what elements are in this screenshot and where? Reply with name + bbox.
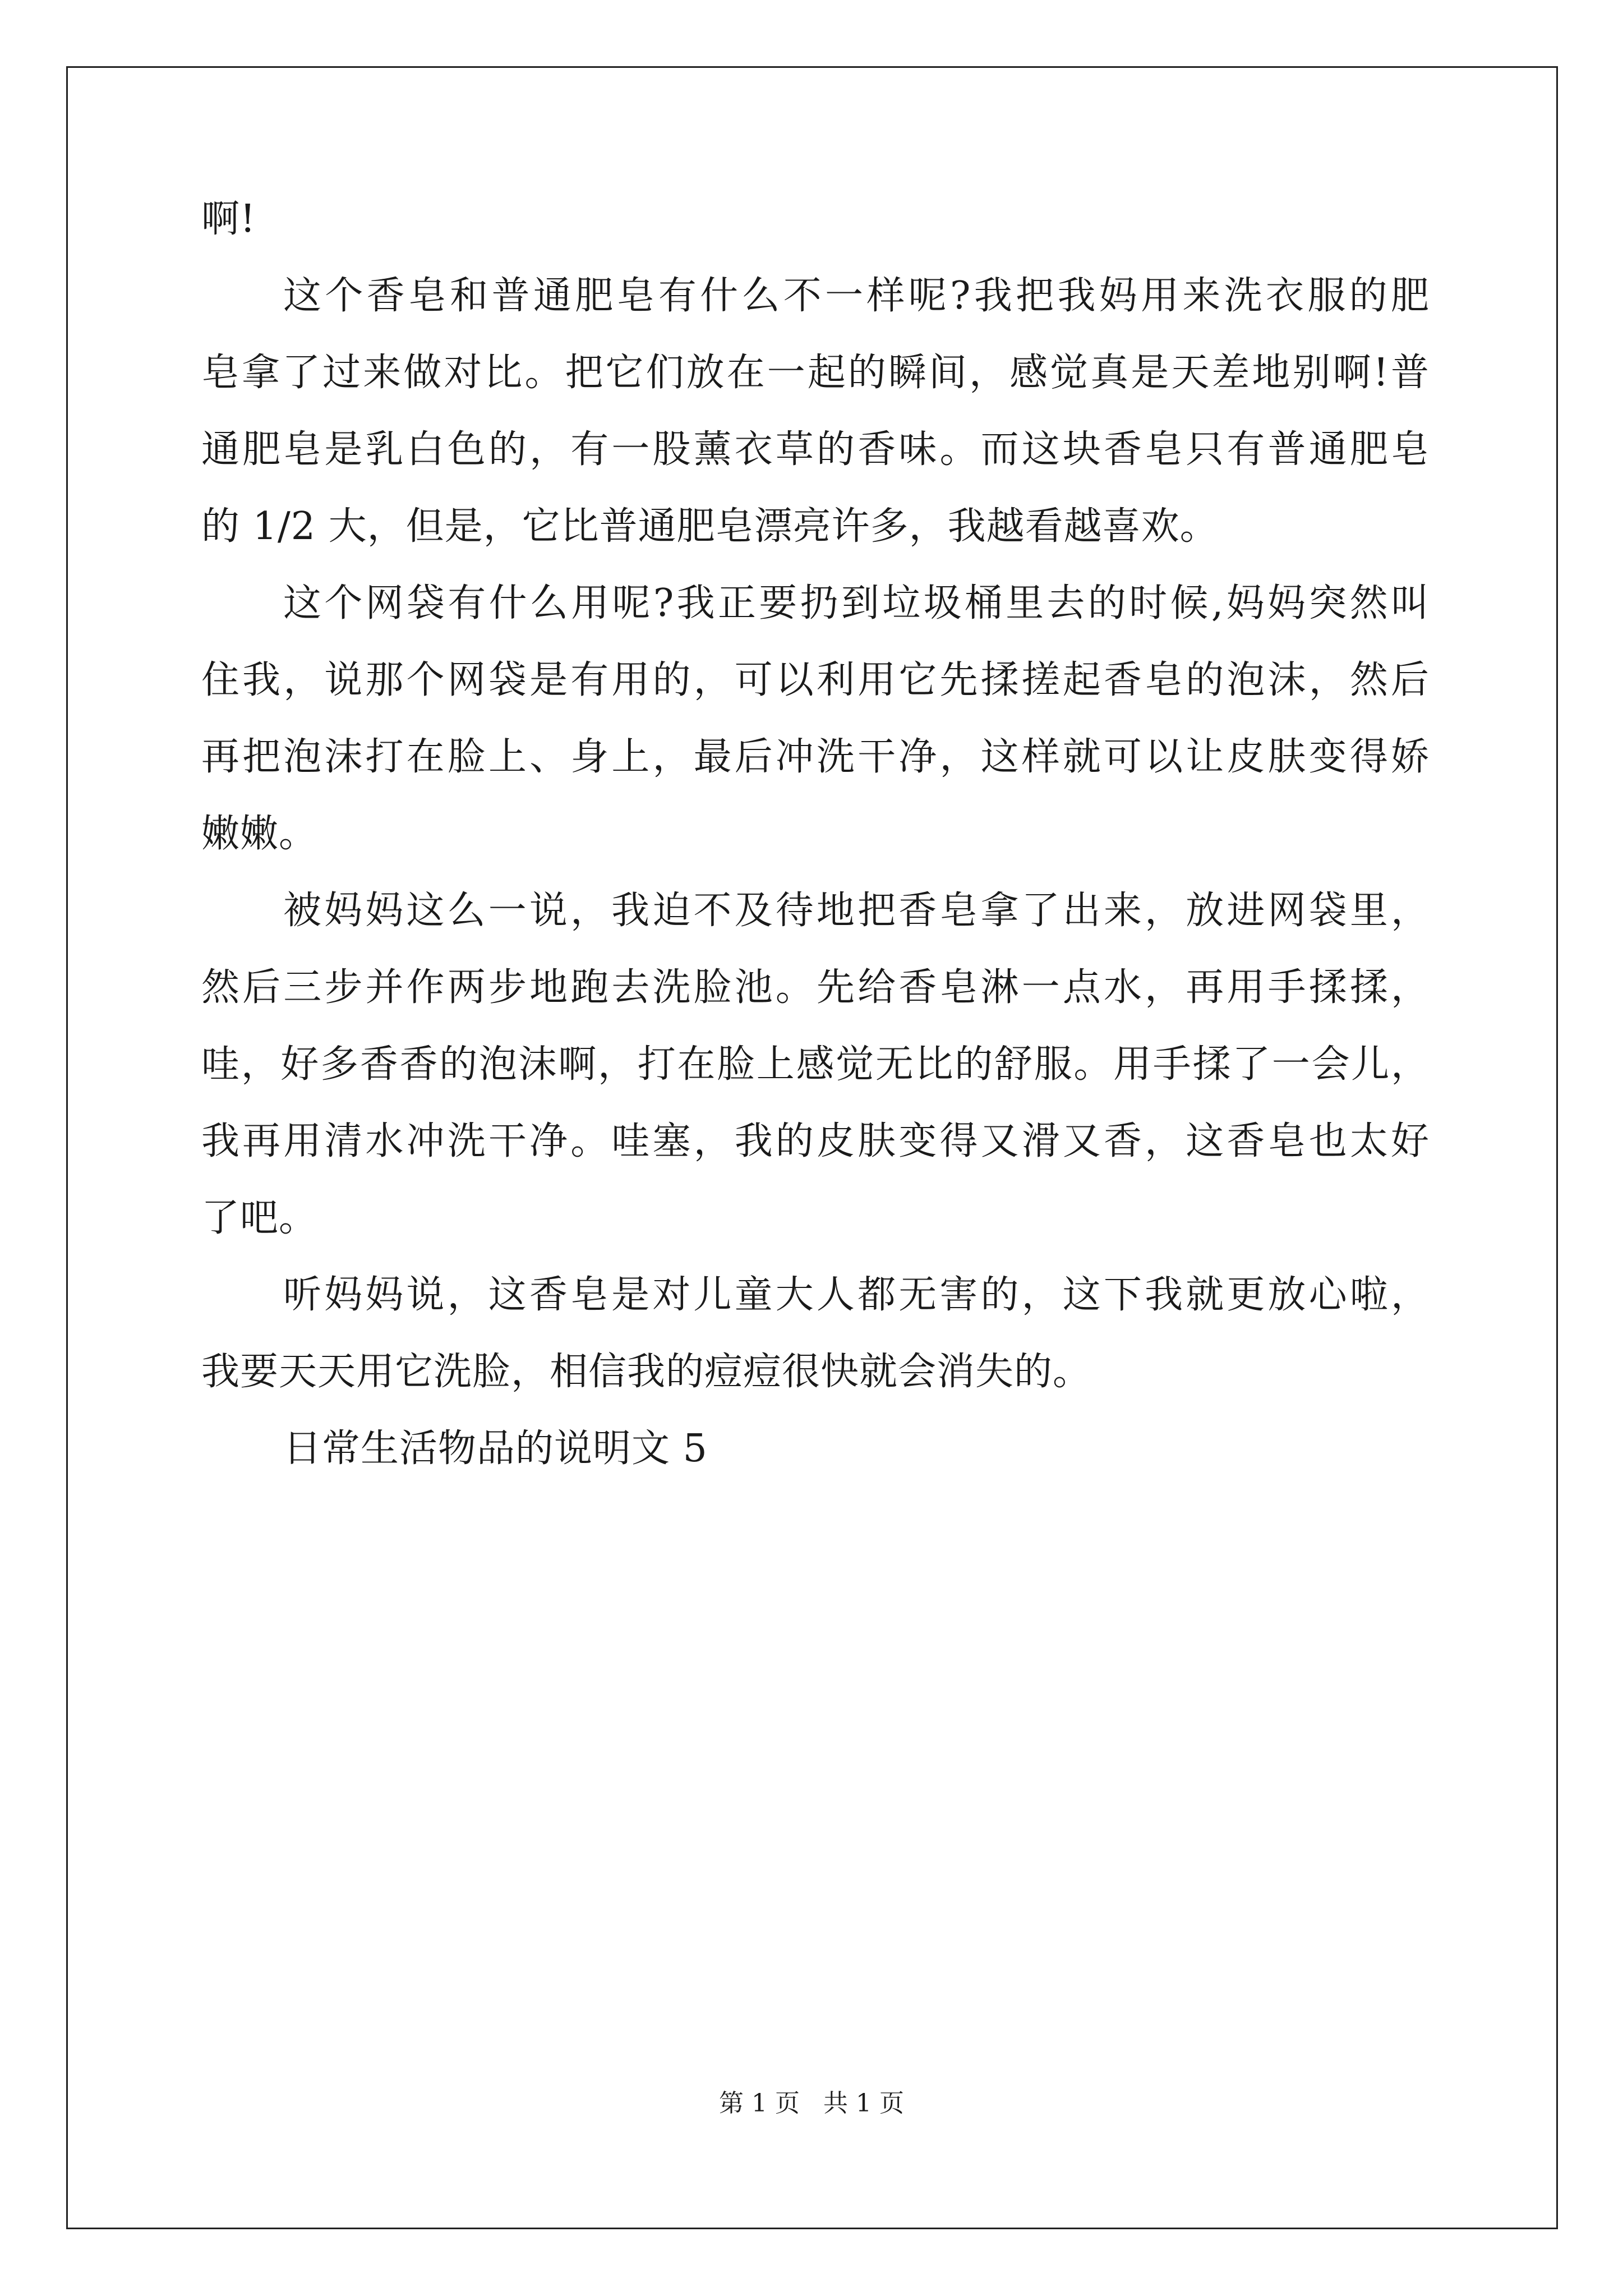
paragraph-line: 再把泡沫打在脸上、身上，最后冲洗干净，这样就可以让皮肤变得娇 xyxy=(201,735,1430,779)
paragraph-line: 我再用清水冲洗干净。哇塞，我的皮肤变得又滑又香，这香皂也太好 xyxy=(201,1119,1430,1163)
page-number-total: 共 1 页 xyxy=(823,2089,904,2118)
paragraph-line: 嫩嫩。 xyxy=(201,812,318,856)
paragraph-line: 然后三步并作两步地跑去洗脸池。先给香皂淋一点水，再用手揉揉， xyxy=(201,965,1430,1010)
paragraph-line: 被妈妈这么一说，我迫不及待地把香皂拿了出来，放进网袋里， xyxy=(283,889,1430,933)
paragraph-line: 住我，说那个网袋是有用的，可以利用它先揉搓起香皂的泡沫，然后 xyxy=(201,658,1430,702)
paragraph-line: 啊! xyxy=(201,197,256,241)
paragraph-line: 了吧。 xyxy=(201,1196,318,1240)
page-footer xyxy=(0,2087,1623,2120)
paragraph-line: 皂拿了过来做对比。把它们放在一起的瞬间，感觉真是天差地别啊!普 xyxy=(201,351,1430,395)
paragraph-line: 这个香皂和普通肥皂有什么不一样呢?我把我妈用来洗衣服的肥 xyxy=(283,274,1430,318)
paragraph-line: 听妈妈说，这香皂是对儿童大人都无害的，这下我就更放心啦， xyxy=(283,1273,1430,1317)
paragraph-line: 我要天天用它洗脸，相信我的痘痘很快就会消失的。 xyxy=(201,1350,1092,1394)
document-body xyxy=(201,181,1430,1487)
paragraph-line: 的 1/2 大，但是，它比普通肥皂漂亮许多，我越看越喜欢。 xyxy=(201,504,1219,549)
paragraph-line: 通肥皂是乳白色的，有一股薰衣草的香味。而这块香皂只有普通肥皂 xyxy=(201,427,1430,472)
page-number-current: 第 1 页 xyxy=(719,2089,800,2118)
paragraph-line: 哇，好多香香的泡沫啊，打在脸上感觉无比的舒服。用手揉了一会儿， xyxy=(201,1042,1430,1087)
section-heading: 日常生活物品的说明文 5 xyxy=(283,1427,708,1471)
paragraph-line: 这个网袋有什么用呢?我正要扔到垃圾桶里去的时候,妈妈突然叫 xyxy=(283,581,1430,625)
